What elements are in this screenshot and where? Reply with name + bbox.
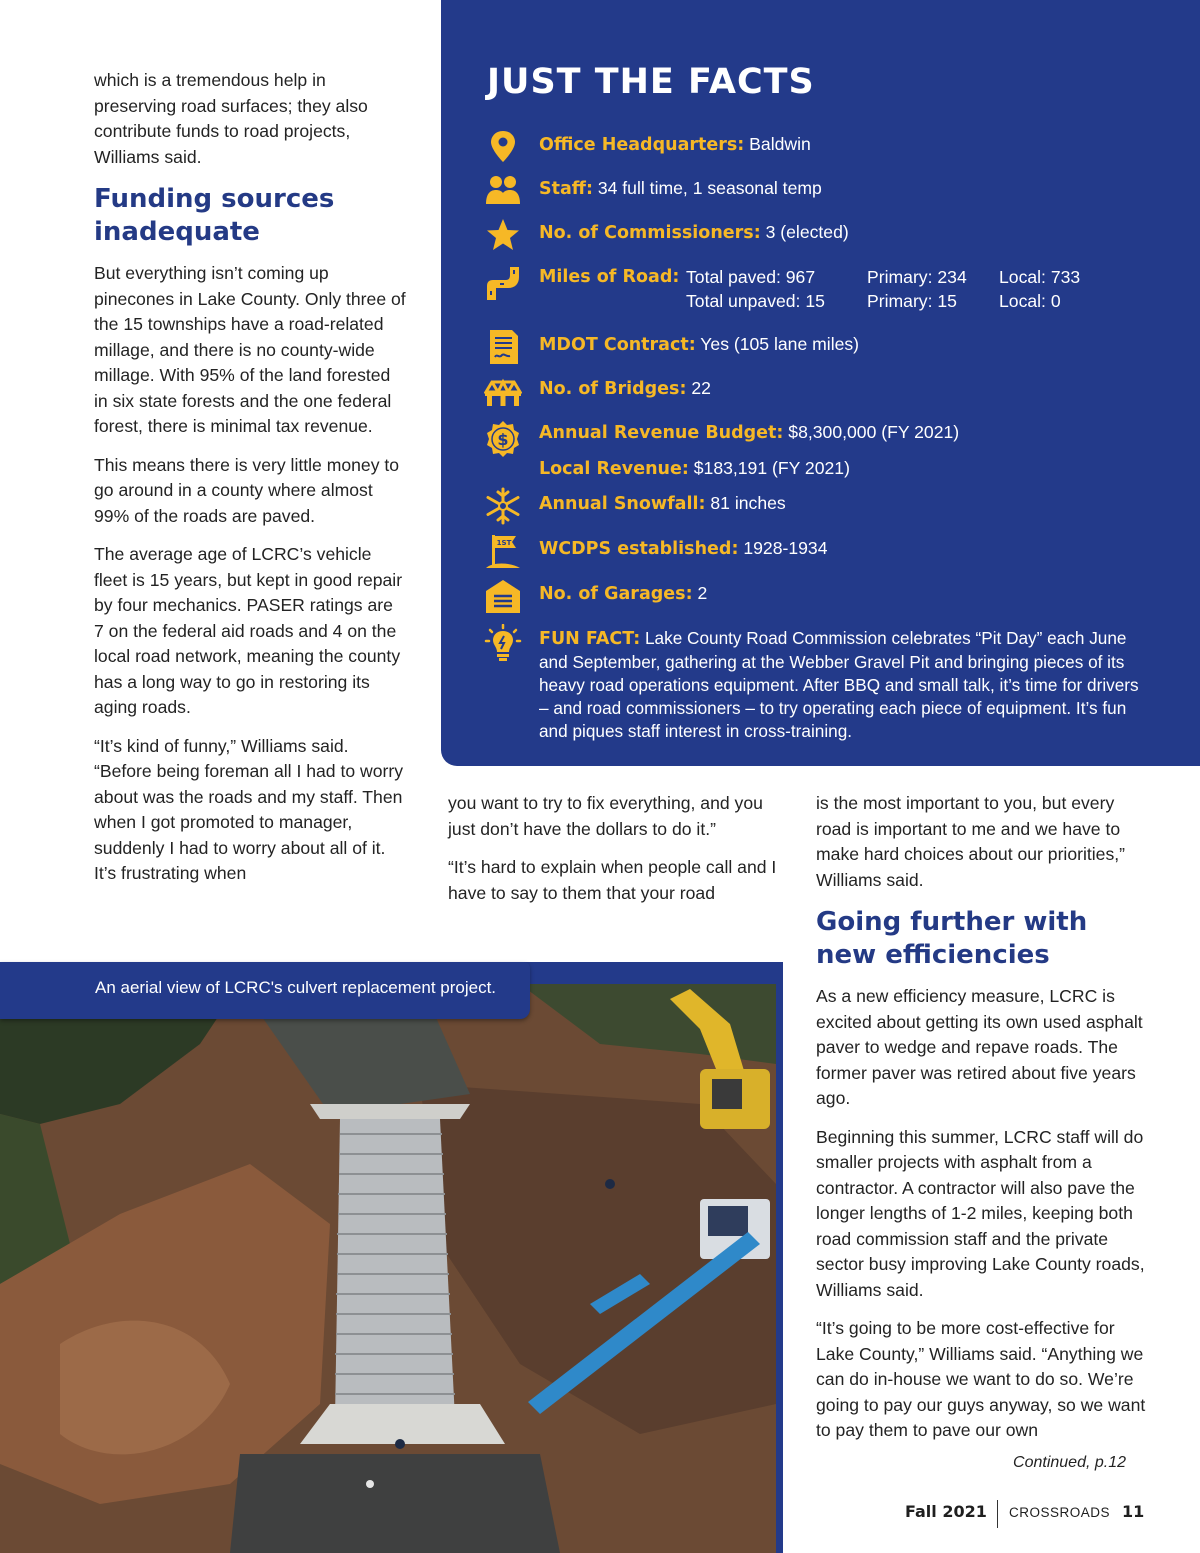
- paragraph: The average age of LCRC’s vehicle fleet is 15 years, but kept in good repair by four mechanics. PASER ratings are 7 on the federal aid roads and 4 on the local road network, meaning the county has a long way to go in restoring its aging roads.: [94, 544, 403, 717]
- fact-value: 81 inches: [705, 493, 786, 513]
- map-pin-icon: [484, 128, 522, 166]
- fact-staff: [484, 172, 1184, 212]
- primary-paved: Primary: 234: [867, 267, 967, 287]
- fact-label: Office Headquarters:: [539, 135, 745, 155]
- continued-note: Continued, p.12: [1013, 1453, 1126, 1471]
- photo-caption: [0, 962, 530, 1019]
- paragraph: you want to try to fix everything, and you just don’t have the dollars to do it.”: [448, 793, 763, 839]
- fact-value: Lake County Road Commission celebrates “Pit Day” each June and September, gathering at the Webber Gravel Pit and bringing pieces of its heavy road operations equipment. After BBQ and small talk, it’s time for drivers – and road commissioners – to try operating each piece of equipment. It’s fun and piques staff interest in cross-training.: [539, 628, 1139, 741]
- fact-value: Baldwin: [744, 134, 811, 154]
- right-column: [816, 791, 1146, 1475]
- fact-value: 3 (elected): [760, 222, 849, 242]
- footer-season: Fall 2021: [905, 1502, 987, 1521]
- fact-value: 22: [686, 378, 711, 398]
- paragraph: This means there is very little money to go around in a county where almost 99% of the roads are paved.: [94, 454, 400, 526]
- fact-garages: [484, 577, 1184, 617]
- winding-road-icon: [484, 264, 522, 302]
- fact-label: Annual Snowfall:: [539, 494, 706, 514]
- fact-label: Local Revenue:: [539, 459, 689, 479]
- fact-value: $8,300,000 (FY 2021): [783, 422, 960, 442]
- paragraph: “It’s going to be more cost-effective for Lake County,” Williams said. “Anything we can do in-house we want to do so. We’re going to pay our guys anyway, so we want to pay them to pave our own: [816, 1318, 1146, 1440]
- fact-label: Annual Revenue Budget:: [539, 423, 784, 443]
- left-column: [94, 68, 406, 900]
- star-icon: [484, 216, 522, 254]
- paragraph: But everything isn’t coming up pinecones in Lake County. Only three of the 15 townships have a road-related millage, and there is no county-wide millage. With 95% of the land forested in six state forests and the one federal forest, there is minimal tax revenue.: [94, 263, 406, 436]
- local-unpaved: Local: 0: [999, 291, 1061, 311]
- fact-snowfall: [484, 487, 1184, 527]
- fact-label: Miles of Road:: [539, 267, 680, 287]
- caption-text: An aerial view of LCRC's culvert replacement project.: [95, 978, 497, 997]
- fact-value: 1928-1934: [738, 538, 828, 558]
- footer-magazine: CROSSROADS: [1009, 1505, 1111, 1520]
- paragraph: “It’s hard to explain when people call and I have to say to them that your road: [448, 857, 777, 903]
- snowflake-icon: [484, 487, 522, 525]
- aerial-photo: [0, 984, 776, 1553]
- flag-text: 1ST: [496, 539, 512, 547]
- paragraph: “It’s kind of funny,” Williams said. “Before being foreman all I had to worry about was the roads and my staff. Then when I got promoted to manager, suddenly I had to worry about all of it. It’s frustrating when: [94, 735, 404, 883]
- fact-label: WCDPS established:: [539, 539, 739, 559]
- fact-value: Yes (105 lane miles): [695, 334, 860, 354]
- svg-text:$: $: [497, 430, 509, 449]
- footer-divider: [997, 1500, 998, 1528]
- paragraph: Beginning this summer, LCRC staff will do smaller projects with asphalt from a contractor. A contractor will also pave the longer lengths of 1-2 miles, keeping both road commission staff and the private sector busy improving Lake County roads, Williams said.: [816, 1126, 1145, 1300]
- paragraph: which is a tremendous help in preserving road surfaces; they also contribute funds to road projects, Williams said.: [94, 70, 368, 167]
- page-footer: [905, 1502, 987, 1522]
- fact-local-revenue: [484, 452, 1184, 492]
- fact-label: No. of Garages:: [539, 584, 693, 604]
- section-heading-funding: Funding sources inadequate: [94, 184, 335, 247]
- primary-unpaved: Primary: 15: [867, 291, 957, 311]
- facts-title: JUST THE FACTS: [487, 62, 815, 102]
- fact-commissioners: [484, 216, 1184, 256]
- bridge-icon: [484, 372, 522, 410]
- local-paved: Local: 733: [999, 267, 1081, 287]
- fact-wcdps: [484, 532, 1184, 572]
- people-icon: [484, 172, 522, 210]
- fact-label: No. of Bridges:: [539, 379, 687, 399]
- fact-value: 2: [692, 583, 708, 603]
- section-heading-efficiencies: Going further with new efficiencies: [816, 907, 1088, 970]
- flag-icon: [484, 532, 522, 570]
- fact-bridges: [484, 372, 1184, 412]
- fact-revenue-budget: [484, 416, 1184, 456]
- fact-label: Staff:: [539, 179, 593, 199]
- lightbulb-icon: [484, 624, 522, 662]
- unpaved-total: Total unpaved: 15: [686, 291, 825, 311]
- fact-value: 34 full time, 1 seasonal temp: [592, 178, 822, 198]
- middle-column: [448, 791, 788, 919]
- fact-label: MDOT Contract:: [539, 335, 696, 355]
- fact-miles-of-road: [484, 260, 1184, 320]
- paragraph: is the most important to you, but every road is important to me and we have to make hard choices about our priorities,” Williams said.: [816, 793, 1126, 890]
- fact-value: $183,191 (FY 2021): [688, 458, 850, 478]
- fun-fact: [539, 627, 1149, 743]
- page-number: 11: [1122, 1502, 1145, 1521]
- aerial-photo-frame: [0, 962, 783, 1553]
- garage-icon: [484, 577, 522, 615]
- fact-headquarters: [484, 128, 1184, 168]
- just-the-facts-box: [441, 0, 1200, 766]
- fact-label: FUN FACT:: [539, 629, 641, 649]
- fact-mdot-contract: [484, 328, 1184, 368]
- paragraph: As a new efficiency measure, LCRC is excited about getting its own used asphalt paver to wedge and repave roads. The former paver was retired about five years ago.: [816, 986, 1143, 1108]
- contract-document-icon: [484, 328, 522, 366]
- fact-label: No. of Commissioners:: [539, 223, 761, 243]
- paved-total: Total paved: 967: [686, 267, 816, 287]
